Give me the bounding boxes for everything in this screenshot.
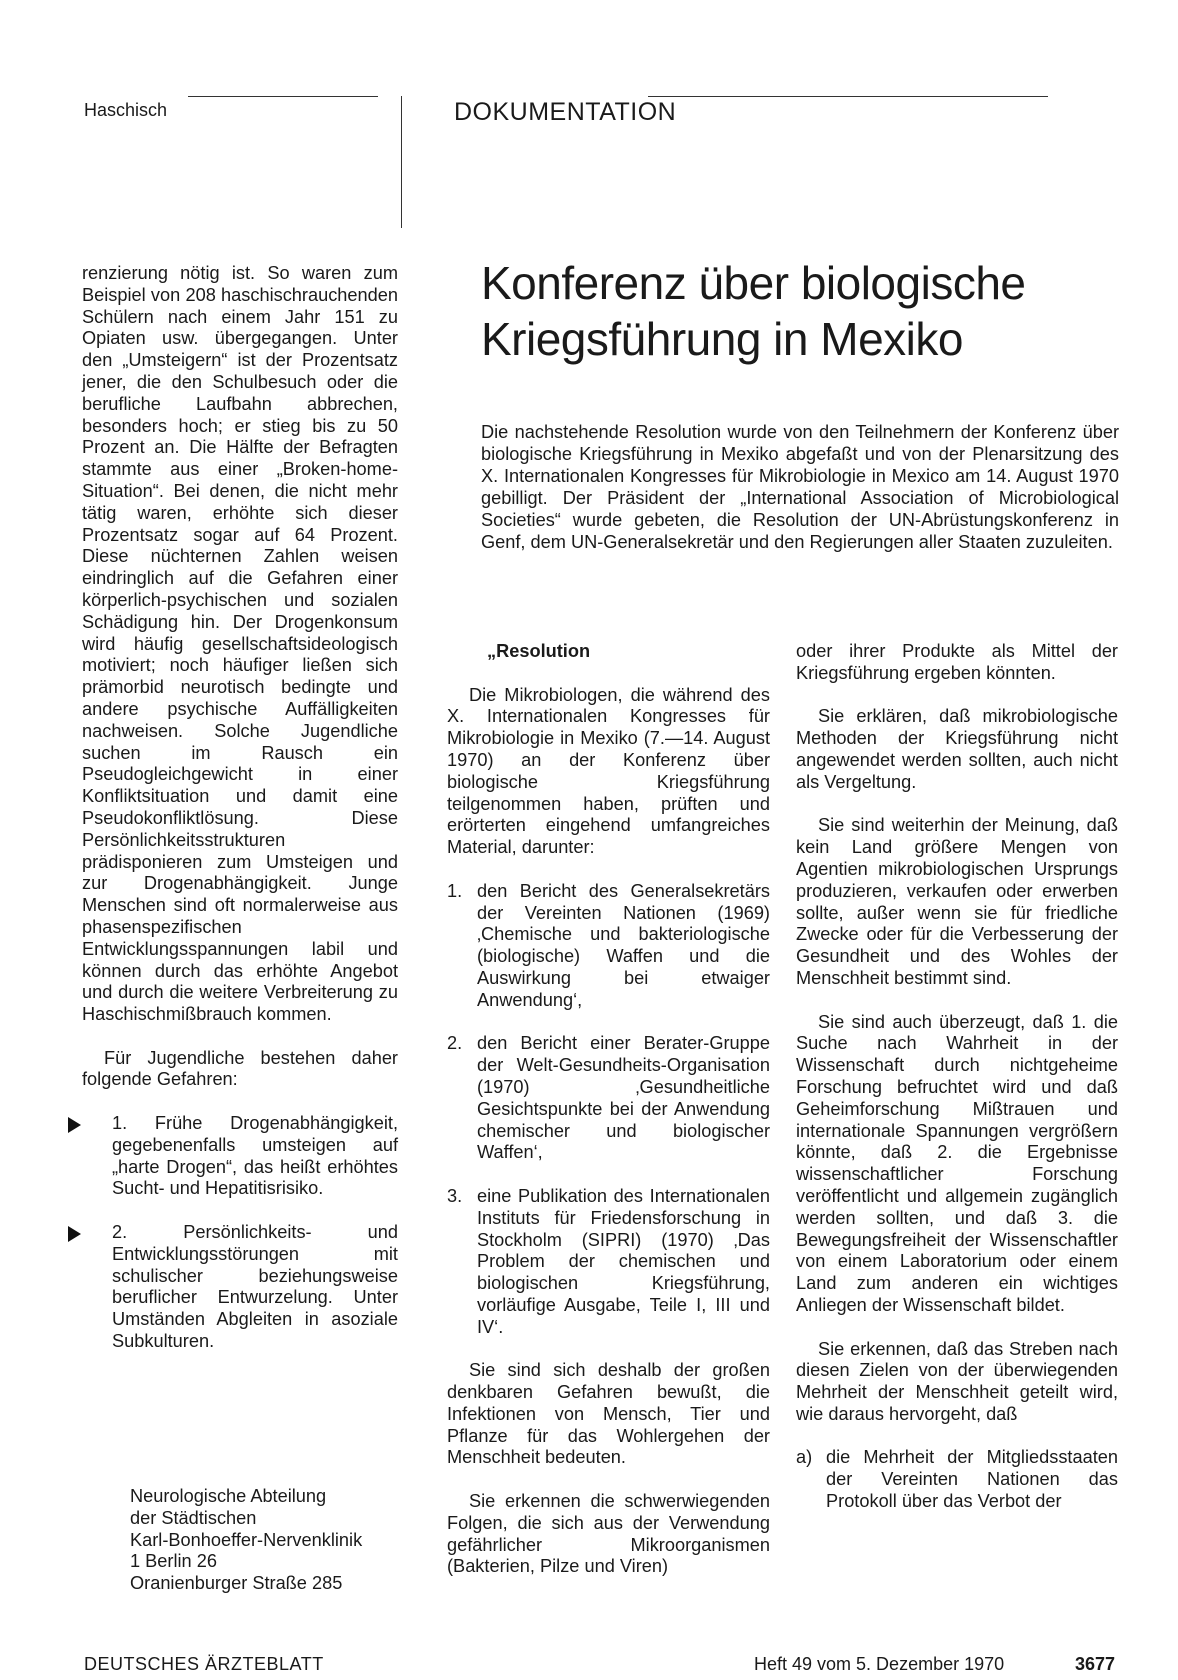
list-item-1	[447, 881, 770, 1012]
journal-name: DEUTSCHES ÄRZTEBLATT	[84, 1654, 324, 1674]
list-label: a)	[796, 1447, 813, 1468]
right-paragraph-1: oder ihrer Produkte als Mittel der Kriegsführung ergeben könnten.	[796, 641, 1118, 683]
address-line: Oranienburger Straße 285	[130, 1573, 343, 1594]
address-line: Neurologische Abteilung	[130, 1486, 327, 1506]
mid-paragraph-1: Die Mikrobiologen, die während des X. Internationalen Kongresses für Mikrobiologie in Mexiko (7.—14. August 1970) an der Konferenz über biologische Kriegsführung teilgenommen haben, prüften und erörterten eingehend umfangreiches Material, darunter:	[447, 684, 770, 858]
article-title	[481, 255, 1025, 367]
list-item-3	[447, 1186, 770, 1339]
list-number: 2.	[447, 1033, 463, 1054]
article-intro	[481, 421, 1119, 553]
mid-paragraph-2: Sie sind sich deshalb der großen denkbaren Gefahren bewußt, die Infektionen von Mensch, Tier und Pflanze für das Wohlergehen der Menschheit bedeuten.	[447, 1360, 770, 1468]
running-header-topic: Haschisch	[84, 100, 168, 120]
right-column	[796, 641, 1118, 1513]
middle-column	[447, 641, 770, 1578]
triangle-bullet-icon	[68, 1117, 81, 1133]
list-item-2	[447, 1033, 770, 1164]
list-text: eine Publikation des Internationalen Instituts für Friedensforschung in Stockholm (SIPRI) (1970) ‚Das Problem der chemischen und biologischen Kriegsführung, vorläufige Ausgabe, Teile I, III und IV‘.	[477, 1185, 770, 1337]
danger-item-2	[82, 1222, 398, 1353]
address-line: 1 Berlin 26	[130, 1551, 217, 1572]
title-line-1: Konferenz über biologische	[481, 257, 1026, 309]
right-paragraph-2: Sie erklären, daß mikrobiologische Methoden der Kriegsführung nicht angewendet werden sollten, auch nicht als Vergeltung.	[796, 706, 1118, 792]
danger-text-1: 1. Frühe Drogenabhängigkeit, gegebenenfalls umsteigen auf „harte Drogen“, das heißt erhöhtes Sucht- und Hepatitisrisiko.	[112, 1113, 398, 1199]
list-text: den Bericht einer Berater-Gruppe der Welt-Gesundheits-Organisation (1970) ‚Gesundheitliche Gesichtspunkte bei der Anwendung chemischer und biologischer Waffen‘,	[477, 1033, 770, 1163]
resolution-heading: „Resolution	[487, 641, 591, 661]
left-paragraph-2: Für Jugendliche bestehen daher folgende Gefahren:	[82, 1047, 398, 1090]
title-line-2: Kriegsführung in Mexiko	[481, 313, 963, 365]
danger-text-2: 2. Persönlichkeits- und Entwicklungsstörungen mit schulischer beziehungsweise beruflicher Entwurzelung. Unter Umständen Abgleiten in asoziale Subkulturen.	[112, 1222, 398, 1352]
address-line: der Städtischen	[130, 1507, 257, 1528]
list-text: den Bericht des Generalsekretärs der Vereinten Nationen (1969) ‚Chemische und bakteriologische (biologische) Waffen und die Auswirkung bei etwaiger Anwendung‘,	[477, 880, 770, 1010]
right-paragraph-3: Sie sind weiterhin der Meinung, daß kein Land größere Mengen von Agentien mikrobiologischen Ursprungs produzieren, verkaufen oder erwerben sollte, außer wenn sie für friedliche Zwecke oder für die Verbesserung der Gesundheit und des Wohles der Menschheit bestimmt sind.	[796, 815, 1118, 988]
list-number: 3.	[447, 1185, 463, 1206]
section-heading: DOKUMENTATION	[454, 98, 677, 126]
header-rule-right	[648, 96, 1048, 97]
right-paragraph-5: Sie erkennen, daß das Streben nach diesen Zielen von der überwiegenden Mehrheit der Menschheit geteilt wird, wie daraus hervorgeht, daß	[796, 1338, 1118, 1424]
header-rule-left	[188, 96, 378, 97]
address-line: Karl-Bonhoeffer-Nervenklinik	[130, 1529, 363, 1550]
mid-paragraph-3: Sie erkennen die schwerwiegenden Folgen, die sich aus der Verwendung gefährlicher Mikroorganismen (Bakterien, Pilze und Viren)	[447, 1491, 770, 1577]
column-divider	[401, 96, 402, 228]
list-number: 1.	[447, 880, 463, 901]
right-paragraph-4: Sie sind auch überzeugt, daß 1. die Suche nach Wahrheit in der Wissenschaft durch nichtgeheime Forschung befruchtet wird und daß Geheimforschung Mißtrauen und internationale Spannungen vergrößern könnte, daß 2. die Ergebnisse wissenschaftlicher Forschung veröffentlicht und allgemein zugänglich werden sollten, und daß 3. die Bewegungsfreiheit der Wissenschaftler von einem Laboratorium oder einem Land zum anderen ein wichtiges Anliegen der Wissenschaft bildet.	[796, 1011, 1118, 1315]
page-number: 3677	[1075, 1654, 1116, 1674]
list-text: die Mehrheit der Mitgliedsstaaten der Vereinten Nationen das Protokoll über das Verbot der	[826, 1447, 1118, 1512]
intro-text: Die nachstehende Resolution wurde von den Teilnehmern der Konferenz über biologische Kriegsführung in Mexiko abgefaßt und von der Plenarsitzung des X. Internationalen Kongresses für Mikrobiologie in Mexico am 14. August 1970 gebilligt. Der Präsident der „International Association of Microbiological Societies“ wurde gebeten, die Resolution der UN-Abrüstungskonferenz in Genf, dem UN-Generalsekretär und den Regierungen aller Staaten zuzuleiten.	[481, 422, 1119, 552]
left-paragraph-1: renzierung nötig ist. So waren zum Beispiel von 208 haschischrauchenden Schülern nach einem Jahr 151 zu Opiaten usw. übergegangen. Unter den „Umsteigern“ ist der Prozentsatz jener, die den Schulbesuch oder die berufliche Laufbahn abbrechen, besonders hoch; er stieg bis zu 50 Prozent an. Die Hälfte der Befragten stammte aus einer „Broken-home-Situation“. Bei denen, die nicht mehr tätig waren, erhöhte sich dieser Prozentsatz sogar auf 64 Prozent. Diese nüchternen Zahlen weisen eindringlich auf die Gefahren einer körperlich-psychischen und sozialen Schädigung hin. Der Drogenkonsum wird häufig gesellschaftsideologisch motiviert; noch häufiger ließen sich prämorbid neurotisch bedingte und andere psychische Auffälligkeiten nachweisen. Solche Jugendliche suchen im Rausch ein Pseudogleichgewicht in einer Konfliktsituation und damit eine Pseudokonfliktlösung. Diese Persönlichkeitsstrukturen prädisponieren zum Umsteigen und zur Drogenabhängigkeit. Junge Menschen sind oft normalerweise aus phasenspezifischen Entwicklungsspannungen labil und können durch das erhöhte Angebot und durch die weitere Verbreiterung zu Haschischmißbrauch kommen.	[82, 263, 398, 1025]
triangle-bullet-icon	[68, 1226, 81, 1242]
list-item-a	[796, 1447, 1118, 1512]
author-address	[130, 1486, 362, 1595]
danger-item-1	[82, 1113, 398, 1200]
left-column	[82, 263, 398, 1353]
issue-date: Heft 49 vom 5. Dezember 1970	[754, 1654, 1005, 1674]
